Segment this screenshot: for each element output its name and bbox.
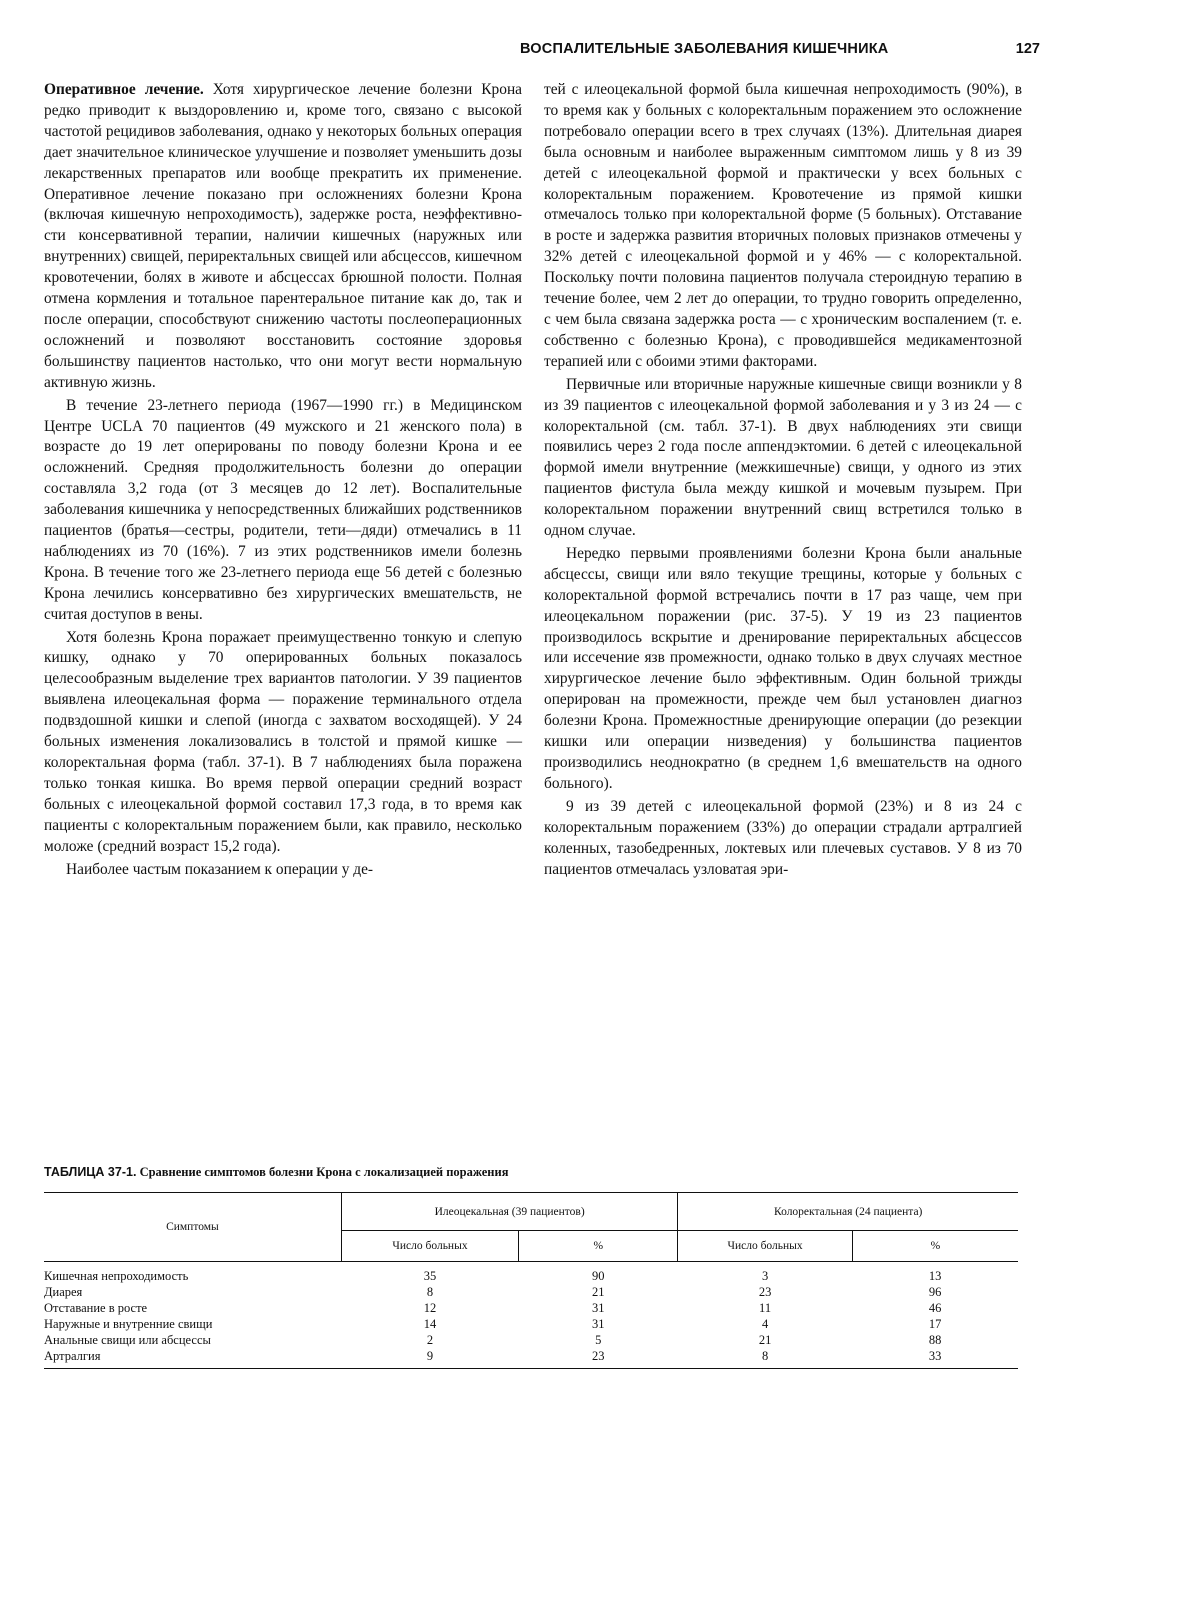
table-caption	[44, 1165, 1044, 1180]
table-caption-text: Сравнение симптомов болезни Крона с локализацией поражения	[136, 1165, 509, 1179]
right-text-column	[544, 80, 1022, 880]
cell-colo-percent: 96	[928, 1285, 942, 1299]
paragraph-text: Хотя хирургическое лечение болезни Крона редко приводит к выздоровлению и, кроме того, связано с высокой частотой рецидивов заболевания, однако у некоторых больных операция дает значительное клиническое улучшение и позволяет уменьшить дозы лекарственных препаратов или вообще прекратить их применение. Оперативное лечение показано при осложнениях болезни Крона (включая кишечную непроходимость), задержке роста, неэффективности консервативной терапии, наличии кишечных (наружных или внутренних) свищей, периректальных свищей или абсцессов, кишечном кровотечении, болях в животе и абсцессах брюшной полости. Полная отмена кормления и тотальное парентеральное питание как до, так и после операции, способствуют снижению частоты послеоперационных осложнений и позволяют восстановить состояние здоровья большинству пациентов настолько, что они могут вести нормальную активную жизнь.	[44, 81, 523, 391]
cell-ileo-percent: 31	[592, 1301, 605, 1315]
cell-colo-count: 23	[758, 1285, 772, 1299]
cell-symptom: Анальные свищи или абсцессы	[44, 1333, 211, 1347]
paragraph-anal-lesions: Нередко первыми проявлениями болезни Крона были анальные абсцессы, свищи или вяло текущие трещины, которые у больных с колоректальной формой встречались почти в 17 раз чаще, чем при илеоцекальном поражении (рис. 37-5). У 19 из 23 пациентов производилось вскрытие и дренирование периректальных абсцессов или иссечение язв промежности, однако только в двух случаях местное хирургическое лечение было эффективным. Один больной трижды оперирован на промежности, прежде чем был установлен диагноз болезни Крона. Промежностные дренирующие операции (до резекции кишки или операции низведения) у большинства пациентов производились неоднократно (в среднем 1,6 вмешательств на одного больного).	[544, 544, 1022, 792]
paragraph-obstruction-continued: тей с илеоцекальной формой была кишечная непроходимость (90%), в то время как у больных с колоректальным поражением это осложнение потребовало операции всего в трех случаях (13%). Длительная диарея была основным и наиболее выраженным симптомом лишь у 8 из 39 детей с илеоцекальной формой и практически у всех больных с колоректальным поражением. Кровотечение из прямой кишки отмечалось только при колоректальной форме (5 больных). Отставание в росте и задержка развития вторичных половых признаков отмечены у 32% детей с илеоцекальной формой и у 46% — с колоректальной. Поскольку почти половина пациентов получала стероидную терапию в течение более, чем 2 лет до операции, то трудно говорить определенно, с чем была связана задержка роста — с хроническим воспалением (т. е. собственно с болезнью Крона), с проводившейся медикаментозной терапией или с обоими этими факторами.	[544, 81, 1022, 370]
cell-ileo-percent: 90	[592, 1269, 605, 1283]
paragraph-arthralgia: 9 из 39 детей с илеоцекальной формой (23%) и 8 из 24 с колоректальным поражением (33%) до операции страдали артралгией коленных, тазобедренных, локтевых или плечевых суставов. У 8 из 70 пациентов отмечалась узловатая эри-	[544, 797, 1022, 878]
cell-colo-count: 4	[761, 1317, 769, 1331]
table-row	[44, 1300, 1018, 1316]
cell-colo-percent: 17	[928, 1317, 942, 1331]
cell-ileo-count: 9	[341, 1348, 518, 1369]
header-ileocecal-group: Илеоцекальная (39 пациентов)	[341, 1193, 678, 1231]
cell-ileo-percent: 31	[592, 1317, 605, 1331]
cell-ileo-count: 14	[423, 1317, 437, 1331]
section-run-in-heading: Оперативное лечение.	[44, 81, 204, 98]
paragraph-pathology-variants: Хотя болезнь Крона поражает преимущественно тонкую и слепую кишку, однако у 70 оперированных больных показалось целесообразным выделение трех вариантов патологии. У 39 пациентов выявлена илеоцекальная форма — поражение терминального отдела подвздошной кишки и слепой (иногда с захватом восходящей). У 24 больных изменения локализовались в толстой и прямой кишке — колоректальная форма (табл. 37-1). В 7 наблюдениях была поражена только тонкая кишка. Во время первой операции средний возраст больных с илеоцекальной формой составил 17,3 года, в то время как пациенты с колоректальным поражением были, как правило, несколько моложе (средний возраст 15,2 года).	[44, 628, 522, 855]
paragraph-fistulas: Первичные или вторичные наружные кишечные свищи возникли у 8 из 39 пациентов с илеоцекальной формой заболевания и у 3 из 24 — с колоректальной (см. табл. 37-1). В двух наблюдениях эти свищи появились через 2 года после аппендэктомии. 6 детей с илеоцекальной формой имели внутренние (межкишечные) свищи, у одного из этих пациентов фистула была между кишкой и мочевым пузырем. При колоректальном поражении внутренний свищ встретился только в одном случае.	[544, 375, 1022, 540]
paragraph-indications-start: Наиболее частым показанием к операции у де-	[66, 860, 374, 878]
cell-symptom: Диарея	[44, 1285, 83, 1299]
header-colorectal-group: Колоректальная (24 пациента)	[678, 1193, 1018, 1231]
cell-symptom: Отставание в росте	[44, 1301, 148, 1315]
cell-ileo-count: 35	[423, 1269, 437, 1283]
table-row	[44, 1332, 1018, 1348]
cell-symptom: Кишечная непроходимость	[44, 1269, 189, 1283]
cell-ileo-percent: 5	[595, 1333, 602, 1347]
cell-colo-count: 21	[758, 1333, 772, 1347]
paragraph-operative-treatment	[44, 80, 522, 394]
cell-ileo-count: 2	[426, 1333, 434, 1347]
table-label: ТАБЛИЦА 37-1.	[44, 1165, 137, 1179]
paragraph-ucla-series: В течение 23-летнего периода (1967—1990 гг.) в Медицинском Центре UCLA 70 пациентов (49 мужского и 21 женского пола) в возрасте до 19 лет оперированы по поводу болезни Крона и ее осложнений. Средняя продолжительность болезни до операции составляла 3,2 года (от 3 месяцев до 12 лет). Воспалительные заболевания кишечника у непосредственных ближайших родственников пациентов (братья—сестры, родители, тети—дяди) отмечались в 11 наблюдениях из 70 (16%). 7 из этих родственников имели болезнь Крона. В течение того же 23-летнего периода еще 56 детей с болезнью Крона лечились консервативно без хирургических вмешательств, не считая доступов в вены.	[44, 396, 522, 623]
table-row	[44, 1348, 1018, 1369]
cell-ileo-percent: 21	[592, 1285, 605, 1299]
running-header	[520, 41, 1040, 65]
header-colorectal-percent: %	[852, 1231, 1018, 1262]
cell-symptom: Наружные и внутренние свищи	[44, 1317, 213, 1331]
table-row	[44, 1284, 1018, 1300]
header-ileocecal-count: Число больных	[341, 1231, 518, 1262]
cell-colo-count: 11	[759, 1301, 772, 1315]
cell-colo-percent: 88	[928, 1333, 942, 1347]
cell-colo-percent: 33	[852, 1348, 1018, 1369]
header-symptoms: Симптомы	[44, 1193, 341, 1262]
table-row	[44, 1316, 1018, 1332]
table-row	[44, 1262, 1018, 1285]
cell-ileo-count: 12	[423, 1301, 437, 1315]
cell-ileo-percent: 23	[519, 1348, 678, 1369]
running-header-title: ВОСПАЛИТЕЛЬНЫЕ ЗАБОЛЕВАНИЯ КИШЕЧНИКА	[520, 41, 889, 57]
cell-ileo-count: 8	[426, 1285, 434, 1299]
left-text-column	[44, 80, 522, 880]
symptoms-table	[44, 1192, 1018, 1369]
header-ileocecal-percent: %	[519, 1231, 678, 1262]
header-colorectal-count: Число больных	[678, 1231, 852, 1262]
cell-colo-count: 3	[761, 1269, 769, 1283]
cell-colo-percent: 13	[928, 1269, 942, 1283]
cell-symptom: Артралгия	[44, 1348, 341, 1369]
cell-colo-count: 8	[678, 1348, 852, 1369]
cell-colo-percent: 46	[928, 1301, 942, 1315]
page-number: 127	[1015, 41, 1040, 57]
